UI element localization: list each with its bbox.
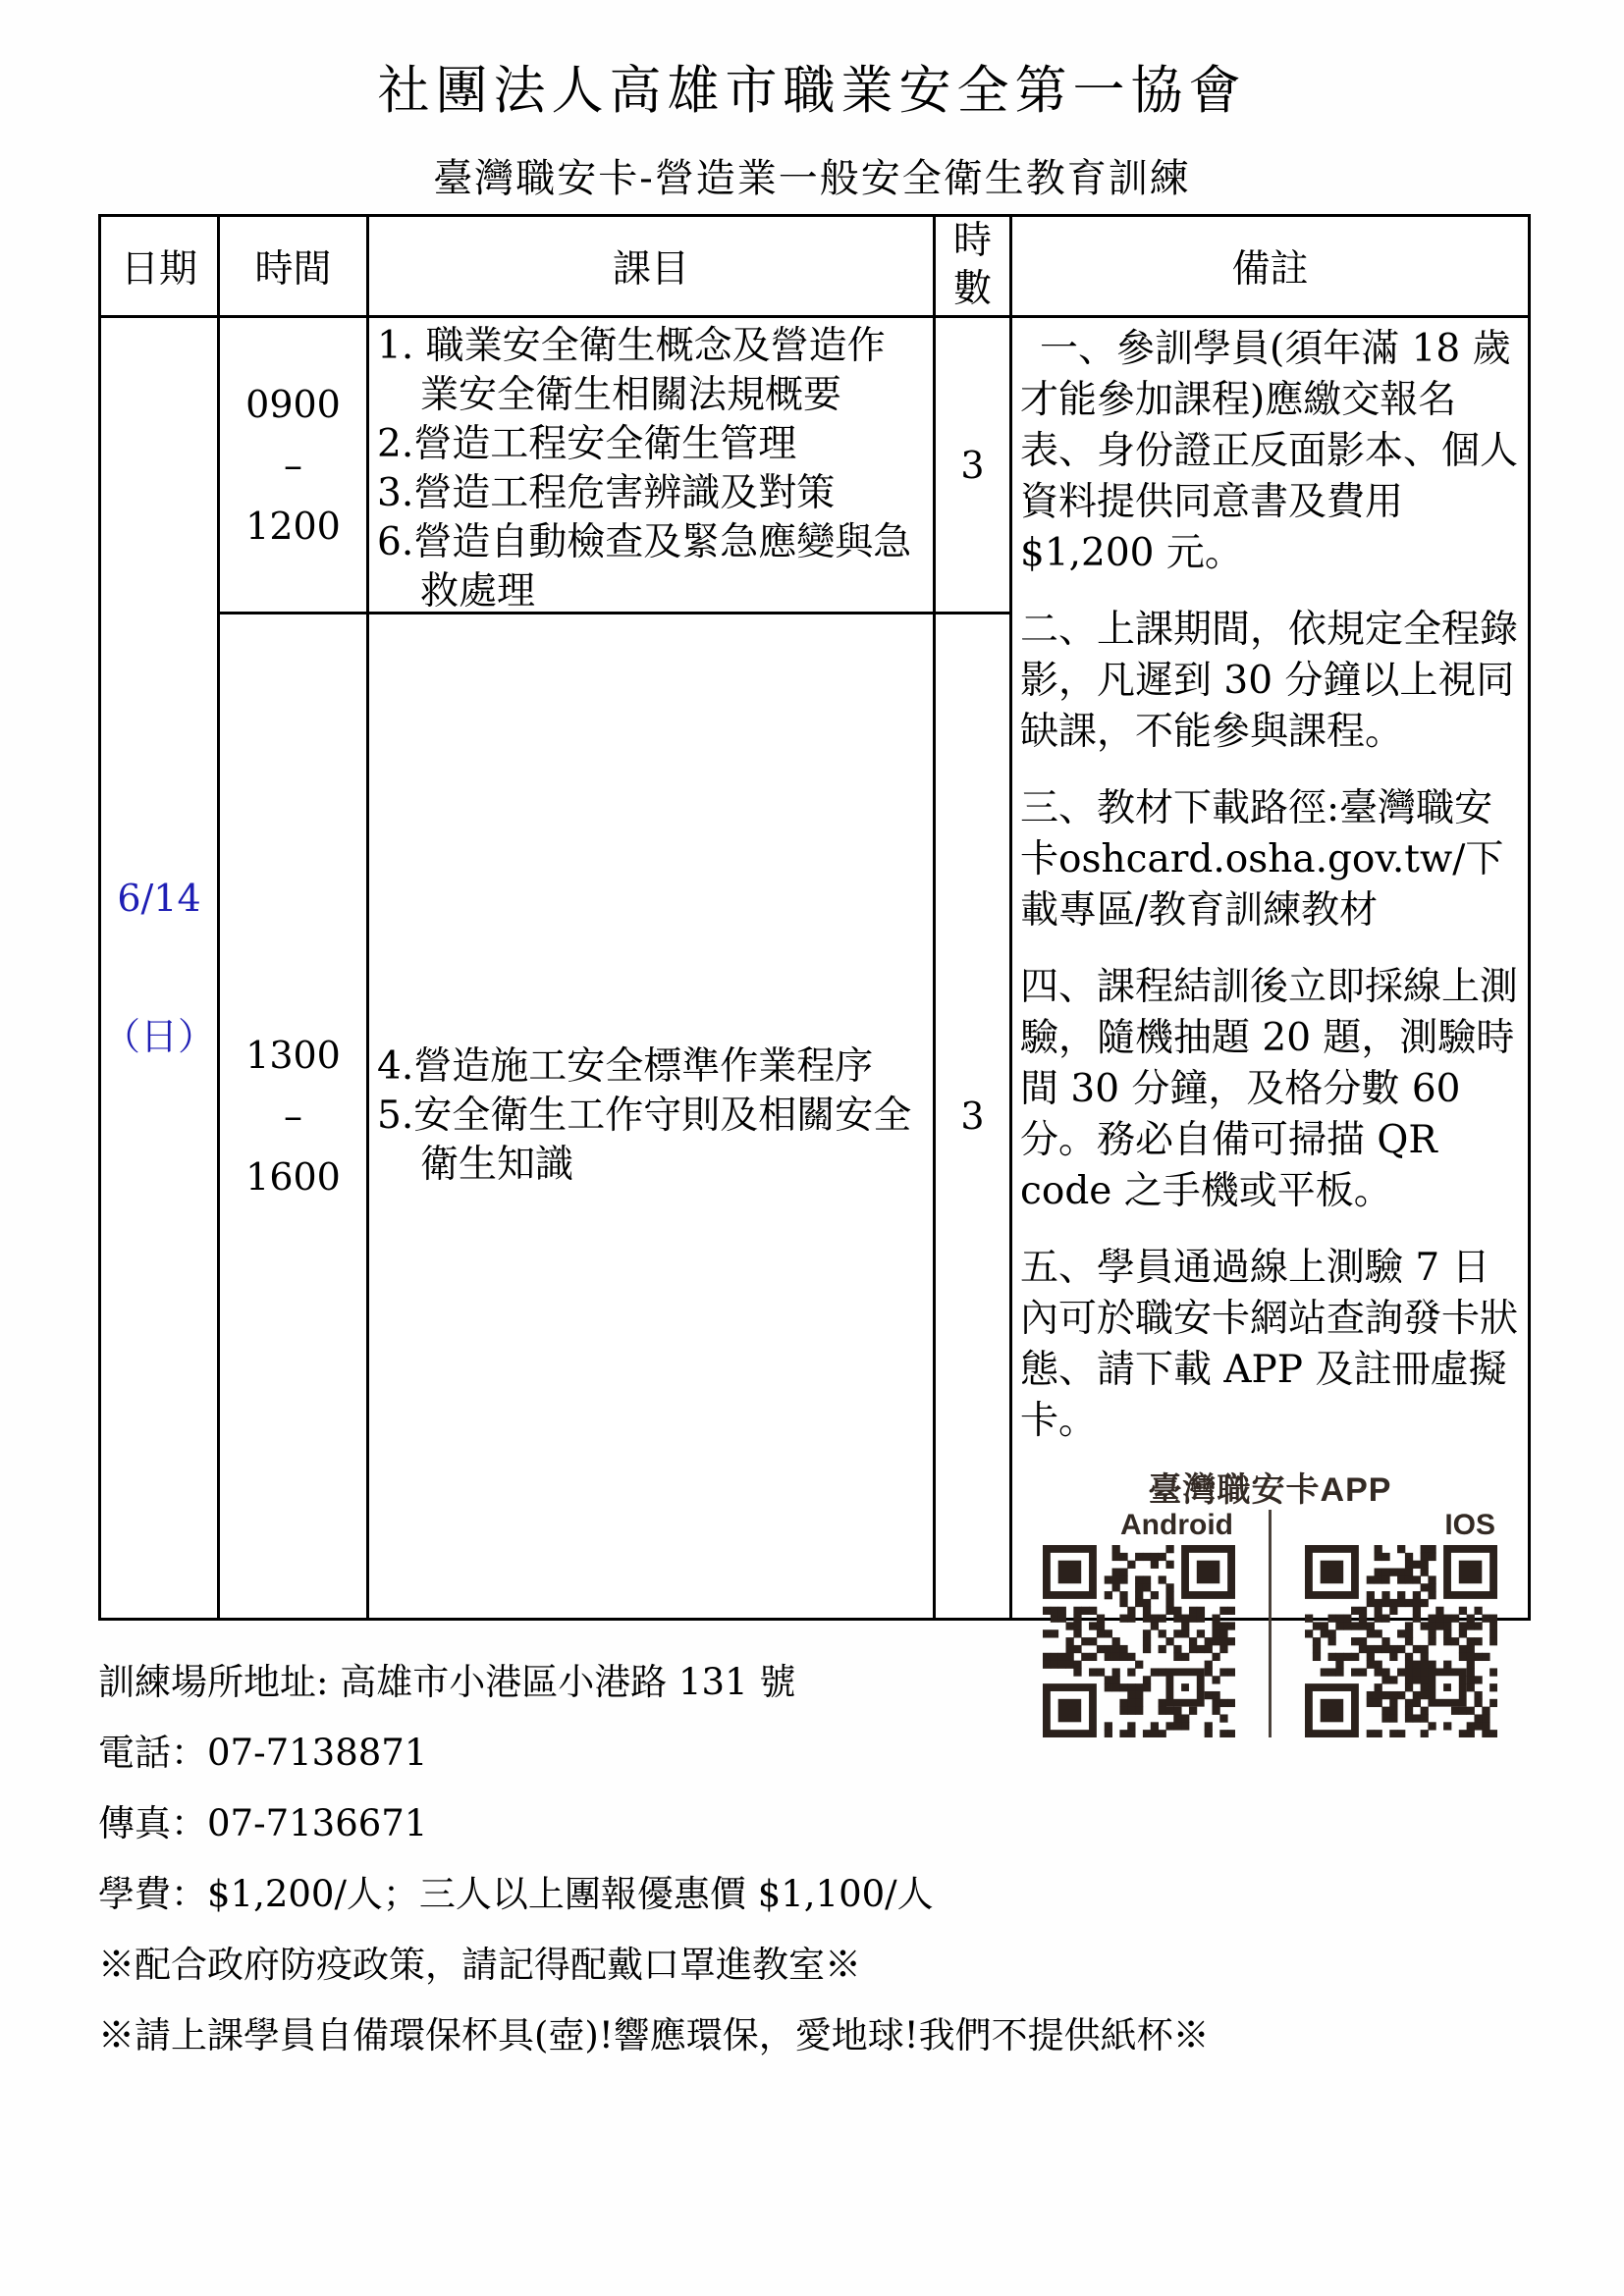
app-heading: 臺灣職安卡APP <box>1148 1471 1392 1509</box>
session2-time-dash: – <box>284 1095 302 1138</box>
course-item: 6.營造自動檢查及緊急應變與急救處理 <box>377 520 912 614</box>
course-item: 1. 職業安全衛生概念及營造作業安全衛生相關法規概要 <box>377 324 886 417</box>
note-paragraph: 三、教材下載路徑:臺灣職安卡oshcard.osha.gov.tw/下載專區/教育訓練教材 <box>1020 786 1504 933</box>
note-paragraph: 二、上課期間，依規定全程錄影，凡遲到 30 分鐘以上視同缺課，不能參與課程。 <box>1020 608 1519 754</box>
ios-label: IOS <box>1444 1509 1495 1541</box>
date-weekday: （日） <box>102 1014 215 1058</box>
course-item: 2.營造工程安全衛生管理 <box>377 422 797 466</box>
header-subject: 課目 <box>366 217 933 315</box>
session2-courses <box>366 612 933 1618</box>
fee-line: 學費：$1,200/人；三人以上團報優惠價 $1,100/人 <box>98 1873 934 1915</box>
android-label: Android <box>1120 1509 1233 1541</box>
note-paragraph: 一、參訓學員(須年滿 18 歲才能參加課程)應繳交報名表、身份證正反面影本、個人資料提供同意書及費用$1,200 元。 <box>1020 327 1519 575</box>
date-value: 6/14 <box>117 876 201 920</box>
note-paragraph: 四、課程結訓後立即採線上測驗，隨機抽題 20 題，測驗時間 30 分鐘，及格分數 60 分。務必自備可掃描 QR code 之手機或平板。 <box>1020 965 1519 1213</box>
footer-info <box>98 1661 1532 2085</box>
session2-time <box>217 612 366 1618</box>
session2-time-end: 1600 <box>245 1155 341 1199</box>
header-date: 日期 <box>120 247 197 292</box>
date-cell <box>101 315 217 1618</box>
phone-line: 電話：07-7138871 <box>98 1732 428 1774</box>
session1-time <box>217 315 366 612</box>
notes-cell <box>1009 315 1528 1618</box>
mask-notice: ※配合政府防疫政策，請記得配戴口罩進教室※ <box>98 1944 861 1986</box>
session1-courses <box>366 315 933 612</box>
session2-time-start: 1300 <box>245 1034 341 1077</box>
header-hours <box>933 217 1009 315</box>
course-schedule-table <box>98 214 1531 1621</box>
session1-time-dash: – <box>284 443 302 487</box>
note-paragraph: 五、學員通過線上測驗 7 日內可於職安卡網站查詢發卡狀態、請下載 APP 及註冊虛擬卡。 <box>1020 1246 1519 1443</box>
fax-line: 傳真：07-7136671 <box>98 1802 428 1844</box>
course-item: 4.營造施工安全標準作業程序 <box>377 1044 874 1089</box>
header-hours-label: 時數 <box>952 219 992 311</box>
page-subtitle: 臺灣職安卡-營造業一般安全衛生教育訓練 <box>433 156 1191 201</box>
eco-cup-notice: ※請上課學員自備環保杯具(壺)!響應環保，愛地球!我們不提供紙杯※ <box>98 2014 1210 2056</box>
header-notes: 備註 <box>1009 217 1528 315</box>
session1-hours: 3 <box>933 315 1009 612</box>
session1-time-end: 1200 <box>245 504 341 548</box>
page-title: 社團法人高雄市職業安全第一協會 <box>377 61 1247 121</box>
header-time: 時間 <box>217 217 366 315</box>
session2-hours: 3 <box>933 612 1009 1618</box>
session1-time-start: 0900 <box>245 382 341 426</box>
course-item: 5.安全衛生工作守則及相關安全衛生知識 <box>377 1094 912 1187</box>
training-address: 訓練場所地址: 高雄市小港區小港路 131 號 <box>98 1661 796 1703</box>
course-item: 3.營造工程危害辨識及對策 <box>377 471 836 515</box>
